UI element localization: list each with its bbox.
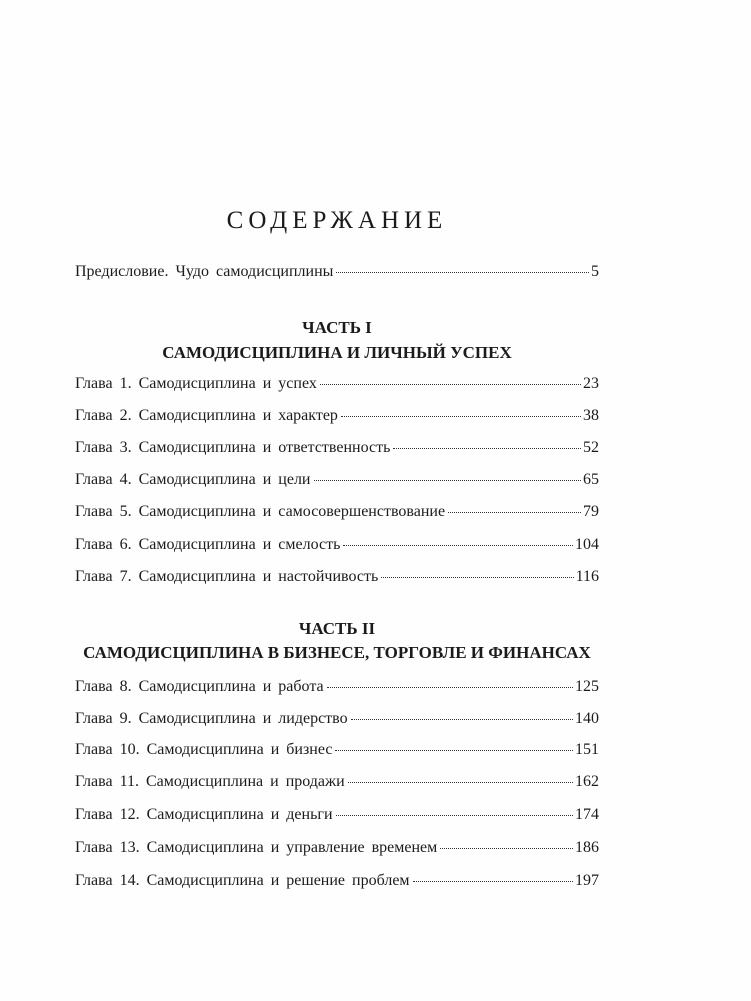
toc-entry-page: 174 bbox=[575, 806, 599, 823]
toc-entry-label: Глава 11. Самодисциплина и продажи bbox=[75, 773, 345, 790]
toc-entry-label: Глава 14. Самодисциплина и решение проблем bbox=[75, 872, 410, 889]
toc-entry-chapter-6[interactable] bbox=[75, 535, 599, 555]
toc-entry-page: 65 bbox=[583, 471, 599, 488]
part-2-number: ЧАСТЬ II bbox=[298, 619, 376, 638]
toc-entry-chapter-4[interactable] bbox=[75, 470, 599, 490]
toc-entry-page: 38 bbox=[583, 407, 599, 424]
dot-leader bbox=[381, 577, 573, 578]
toc-entry-chapter-2[interactable] bbox=[75, 406, 599, 426]
toc-entry-preface[interactable] bbox=[75, 262, 599, 282]
dot-leader bbox=[336, 272, 589, 273]
toc-entry-chapter-14[interactable] bbox=[75, 871, 599, 891]
toc-entry-label: Глава 7. Самодисциплина и настойчивость bbox=[75, 568, 379, 585]
toc-entry-label: Глава 1. Самодисциплина и успех bbox=[75, 375, 317, 392]
toc-entry-chapter-13[interactable] bbox=[75, 838, 599, 858]
part-2-title: САМОДИСЦИПЛИНА В БИЗНЕСЕ, ТОРГОВЛЕ И ФИНАНСАХ bbox=[83, 643, 591, 662]
dot-leader bbox=[413, 881, 573, 882]
toc-entry-label: Глава 10. Самодисциплина и бизнес bbox=[75, 741, 333, 758]
toc-entry-page: 151 bbox=[575, 741, 599, 758]
toc-title: СОДЕРЖАНИЕ bbox=[226, 207, 448, 234]
toc-entry-label: Глава 2. Самодисциплина и характер bbox=[75, 407, 338, 424]
toc-entry-chapter-7[interactable] bbox=[75, 567, 599, 587]
toc-entry-page: 140 bbox=[575, 710, 599, 727]
part-1-title: САМОДИСЦИПЛИНА И ЛИЧНЫЙ УСПЕХ bbox=[162, 343, 512, 362]
toc-entry-label: Глава 12. Самодисциплина и деньги bbox=[75, 806, 333, 823]
toc-page bbox=[75, 0, 599, 1001]
toc-entry-page: 23 bbox=[583, 375, 599, 392]
toc-entry-label: Глава 6. Самодисциплина и смелость bbox=[75, 536, 341, 553]
dot-leader bbox=[348, 782, 573, 783]
dot-leader bbox=[336, 815, 573, 816]
toc-entry-label: Глава 13. Самодисциплина и управление временем bbox=[75, 839, 438, 856]
dot-leader bbox=[341, 416, 581, 417]
toc-entry-chapter-10[interactable] bbox=[75, 740, 599, 760]
dot-leader bbox=[343, 545, 573, 546]
dot-leader bbox=[440, 848, 573, 849]
dot-leader bbox=[314, 480, 582, 481]
toc-entry-chapter-3[interactable] bbox=[75, 438, 599, 458]
toc-entry-chapter-11[interactable] bbox=[75, 772, 599, 792]
toc-entry-page: 162 bbox=[575, 773, 599, 790]
toc-entry-label: Глава 4. Самодисциплина и цели bbox=[75, 471, 311, 488]
toc-entry-chapter-12[interactable] bbox=[75, 805, 599, 825]
toc-entry-label: Предисловие. Чудо самодисциплины bbox=[75, 263, 334, 280]
toc-entry-page: 116 bbox=[575, 568, 599, 585]
toc-entry-page: 79 bbox=[583, 503, 599, 520]
dot-leader bbox=[351, 719, 573, 720]
toc-entry-page: 197 bbox=[575, 872, 599, 889]
toc-entry-page: 5 bbox=[591, 263, 599, 280]
dot-leader bbox=[320, 384, 581, 385]
dot-leader bbox=[335, 750, 573, 751]
toc-entry-chapter-9[interactable] bbox=[75, 709, 599, 729]
toc-entry-page: 52 bbox=[583, 439, 599, 456]
dot-leader bbox=[393, 448, 581, 449]
toc-entry-chapter-1[interactable] bbox=[75, 374, 599, 394]
toc-entry-page: 104 bbox=[575, 536, 599, 553]
toc-entry-label: Глава 5. Самодисциплина и самосовершенствование bbox=[75, 503, 446, 520]
toc-entry-label: Глава 3. Самодисциплина и ответственность bbox=[75, 439, 391, 456]
toc-entry-chapter-8[interactable] bbox=[75, 677, 599, 697]
part-1-number: ЧАСТЬ I bbox=[302, 318, 372, 337]
toc-entry-chapter-5[interactable] bbox=[75, 502, 599, 522]
toc-entry-label: Глава 8. Самодисциплина и работа bbox=[75, 678, 324, 695]
toc-entry-page: 186 bbox=[575, 839, 599, 856]
toc-entry-page: 125 bbox=[575, 678, 599, 695]
dot-leader bbox=[448, 512, 581, 513]
toc-entry-label: Глава 9. Самодисциплина и лидерство bbox=[75, 710, 348, 727]
dot-leader bbox=[327, 687, 573, 688]
